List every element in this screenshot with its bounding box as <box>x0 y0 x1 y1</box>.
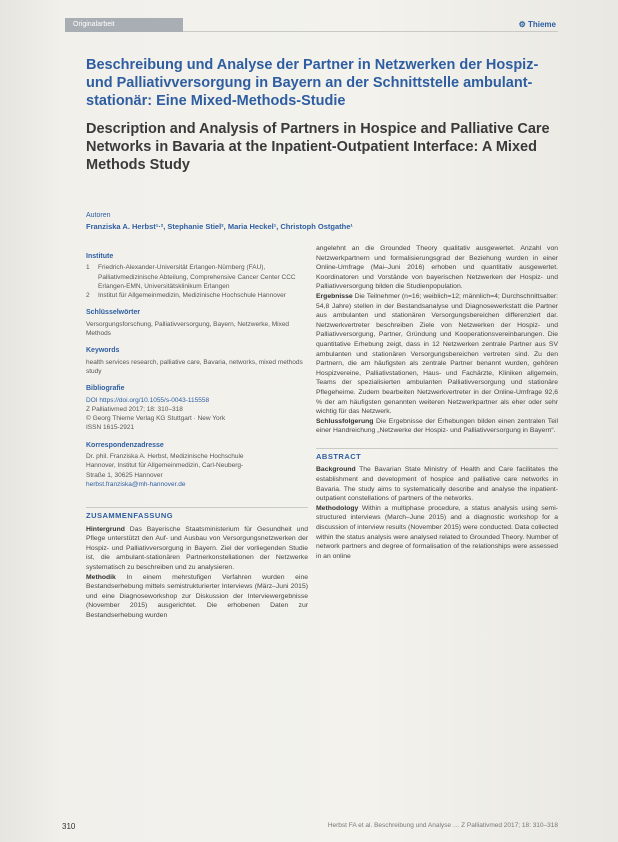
authors-list: Franziska A. Herbst¹·², Stephanie Stiel², Maria Heckel¹, Christoph Ostgathe¹ <box>86 222 353 231</box>
institute-text: Institut für Allgemeinmedizin, Medizinische Hochschule Hannover <box>98 292 286 300</box>
schlussfolgerung-text: Die Ergebnisse der Erhebungen bilden einen zentralen Teil einer Handreichung „Netzwerke der Hospiz- und Palliativversorgung in Bayern“. <box>316 417 558 435</box>
correspondence-block <box>86 452 308 489</box>
left-column <box>86 252 308 620</box>
publisher-logo: ⚙ Thieme <box>518 20 556 29</box>
methodology-label: Methodology <box>316 504 359 512</box>
hintergrund-text: Das Bayerische Staatsministerium für Gesundheit und Pflege unterstützt den Auf- und Ausbau von Versorgungsnetzwerken der Hospiz- und Palliativversorgung in Bayern. Ziel der vorliegenden Studie ist, die ambulant-stationären Partnerkonstellationen der Netzwerke systematisch zu beschreiben und zu analysieren. <box>86 525 309 571</box>
correspondence-line: Straße 1, 30625 Hannover <box>86 471 163 479</box>
schlussfolgerung-label: Schlussfolgerung <box>316 417 374 425</box>
methodik-label: Methodik <box>86 573 116 581</box>
methodik-text: In einem mehrstufigen Verfahren wurden eine Bestandserhebung mittels semistrukturierter Interviews (März–Juni 2015) und eine Diagnoseworkshop zur Diskussion der Interviewergebnisse (November 2015) ausgerichtet. Die erhobenen Daten zur Bestandserhebung wurden <box>86 573 309 619</box>
ergebnisse-label: Ergebnisse <box>316 292 353 300</box>
right-column <box>316 244 558 561</box>
bibliography-label: Bibliografie <box>86 385 125 393</box>
journal-ref: Z Palliativmed 2017; 18: 310–318 <box>86 405 183 413</box>
section-tab: Originalarbeit <box>65 18 183 32</box>
institute-list <box>86 263 308 300</box>
title-english: Description and Analysis of Partners in Hospice and Palliative Care Networks in Bavaria at the Inpatient-Outpatient Interface: A Mixed Methods Study <box>86 121 550 173</box>
authors-label: Autoren <box>86 212 111 219</box>
title-german: Beschreibung und Analyse der Partner in Netzwerken der Hospiz- und Palliativversorgung in Bayern an der Schnittstelle ambulant-stationär: Eine Mixed-Methods-Studie <box>86 57 539 109</box>
background-text: The Bavarian State Ministry of Health and Care facilitates the establishment and development of hospice and palliative care networks in Bavaria. The study aims to systematically describe and analyse the inpatient-outpatient constellations of partners of the networks. <box>316 466 559 503</box>
institute-number: 2 <box>86 292 90 300</box>
correspondence-line: Dr. phil. Franziska A. Herbst, Medizinische Hochschule <box>86 453 244 461</box>
doi-link[interactable]: DOI https://doi.org/10.1055/s-0043-115558 <box>86 396 210 404</box>
institute-label: Institute <box>86 253 114 260</box>
institute-item <box>86 263 308 291</box>
correspondence-label: Korrespondenzadresse <box>86 441 164 449</box>
zusammenfassung-body <box>86 525 308 621</box>
keywords-de-text: Versorgungsforschung, Palliativversorgung, Bayern, Netzwerke, Mixed Methods <box>86 320 290 338</box>
publisher-line: © Georg Thieme Verlag KG Stuttgart · New York <box>86 415 226 423</box>
institute-number: 1 <box>86 264 90 272</box>
page-number: 310 <box>62 822 76 831</box>
correspondence-email[interactable]: herbst.franziska@mh-hannover.de <box>86 480 186 488</box>
ergebnisse-text: Die Teilnehmer (n=16; weiblich=12; männlich=4; Durchschnittsalter: 54,8 Jahre) stellen in der Bestandsanalyse und Diagnosewerkstatt die Partner aus ambulanten und stationären Versorgungsbereichen differenziert dar. Netzwerkvertreter beschreiben Ziele von Netzwerken der Hospiz- und Palliativversorgung, Partner, Gründung und Kooperationsvereinbarungen. Die quantitative Erhebung zeigt, dass in 12 Netzwerken zentrale Partner aus SV ambulanten und stationären Versorgungsbereichen vertreten sind. Zu den Partnern, die am häufigsten als zentrale Partner benannt wurden, gehören Hospizvereine, Palliativstationen, Haus- und Fachärzte, Kliniken allgemein, Teams der spezialisierten ambulanten Palliativversorgung und stationäre Pflegeheime. Zudem bearbeiten Netzwerkvertreter in der Online-Umfrage 92,6 % der am häufigsten genannten weiteren Netzwerkpartner als eher oder sehr wichtig für das Netzwerk. <box>316 292 558 416</box>
keywords-en-label: Keywords <box>86 347 120 355</box>
keywords-de-label: Schlüsselwörter <box>86 309 141 317</box>
hintergrund-label: Hintergrund <box>86 525 125 533</box>
keywords-en-text: health services research, palliative care, Bavaria, networks, mixed methods study <box>86 358 303 375</box>
header-rule <box>183 31 558 32</box>
bibliography-block <box>86 396 308 433</box>
correspondence-line: Hannover, Institut für Allgemeinmedizin, Carl-Neuberg- <box>86 462 244 470</box>
footer-citation: Herbst FA et al. Beschreibung und Analyse … Z Palliativmed 2017; 18: 310–318 <box>327 822 558 829</box>
methodology-text: Within a multiphase procedure, a status analysis using semi-structured interviews (March–June 2015) and a diagnostic workshop for a discussion of interview results (November 2015) were conducted. Data collected within the status analysis were analysed related to Grounded Theory. Number of network partners and degree of formalisation of the relationships were assessed in an online <box>316 504 558 560</box>
methodik-continued: angelehnt an die Grounded Theory qualitativ ausgewertet. Anzahl von Netzwerkpartnern und formalisierungsgrad der Beziehung wurden in einer Online-Umfrage (Mai–Juni 2016) erhoben und quantitativ ausgewertet. Koordinatoren und Vorstände von bayerischen Netzwerken der Hospiz- und Palliativversorgung bilden die Studienpopulation. <box>316 245 558 291</box>
issn-line: ISSN 1615-2921 <box>86 424 135 432</box>
institute-item <box>86 291 308 300</box>
abstract-body <box>316 465 558 561</box>
institute-text: Friedrich-Alexander-Universität Erlangen-Nürnberg (FAU), Palliativmedizinische Abteilung, Comprehensive Cancer Center CCC Erlangen-EMN, Universitätsklinikum Erlangen <box>98 264 296 290</box>
background-label: Background <box>316 466 356 474</box>
zusammenfassung-heading: ZUSAMMENFASSUNG <box>86 507 308 520</box>
abstract-heading: ABSTRACT <box>316 448 558 462</box>
